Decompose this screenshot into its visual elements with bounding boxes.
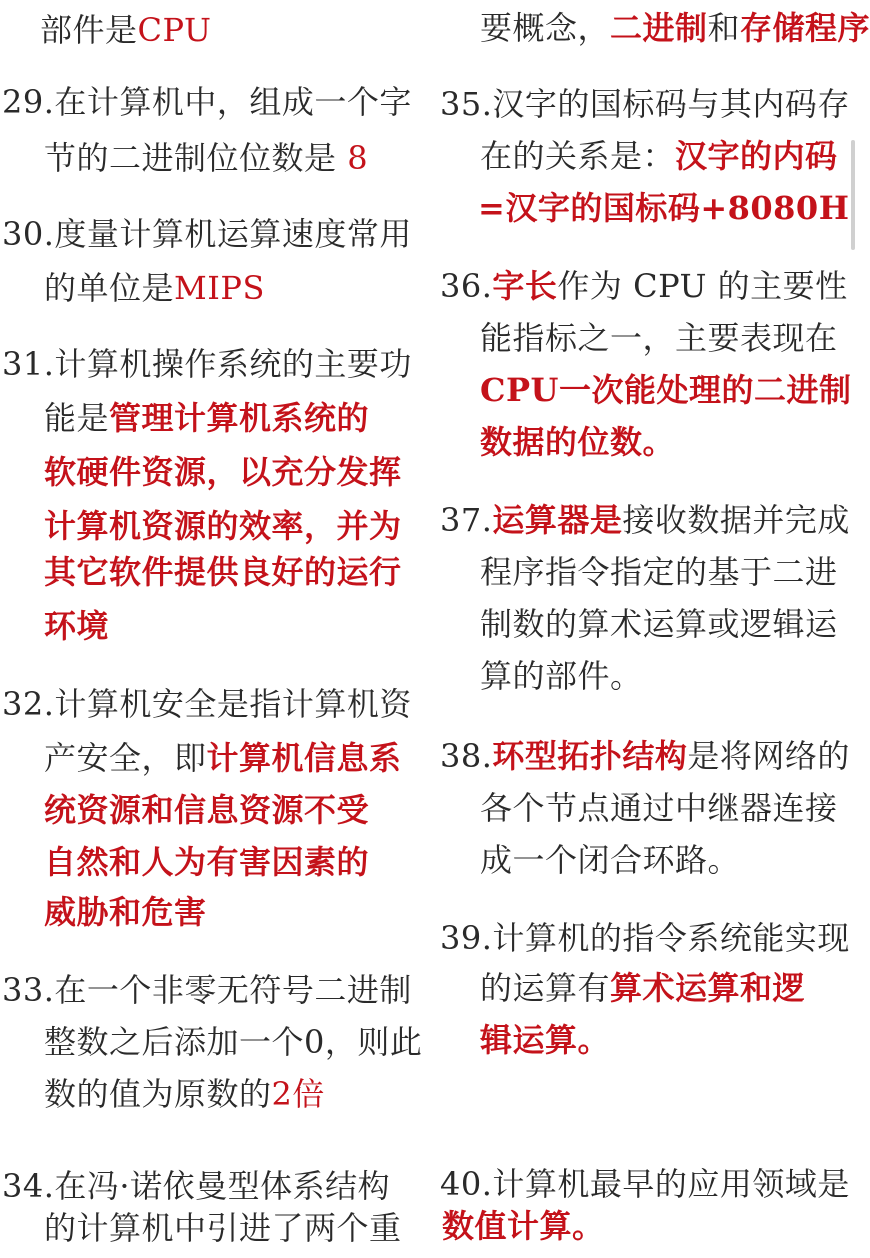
answer-text: 运算器是 — [492, 501, 623, 539]
question-number: 34. — [2, 1167, 55, 1205]
answer-text: 计算机资源的效率，并为 — [44, 507, 402, 545]
question-number: 33. — [2, 971, 55, 1009]
answer-text: 自然和人为有害因素的 — [44, 843, 370, 881]
question-number: 36. — [440, 267, 493, 305]
answer-text: MIPS — [174, 269, 265, 307]
answer-text: CPU一次能处理的二进制 — [480, 371, 852, 409]
answer-text: 威胁和危害 — [44, 893, 207, 931]
question-number: 39. — [440, 919, 493, 957]
answer-text: 存储程序 — [740, 9, 870, 47]
answer-text: 二进制 — [610, 9, 708, 47]
question-number: 32. — [2, 685, 55, 723]
answer-text: 环境 — [44, 607, 110, 645]
answer-text: 辑运算。 — [480, 1021, 611, 1059]
left-top-line: 部件是CPU — [40, 11, 212, 49]
answer-text: 2倍 — [271, 1075, 325, 1113]
answer-text: 数值计算。 — [442, 1207, 605, 1245]
answer-text: CPU — [137, 11, 212, 49]
right-top-line: 要概念，二进制和存储程序 — [480, 9, 870, 47]
answer-text: 数据的位数。 — [480, 423, 676, 461]
answer-text: 其它软件提供良好的运行 — [44, 553, 402, 591]
question-number: 35. — [440, 85, 493, 123]
answer-text: 管理计算机系统的 — [109, 399, 370, 437]
question-number: 40. — [440, 1165, 493, 1203]
answer-text: 汉字的内码 — [675, 137, 838, 175]
answer-text: 软硬件资源，以充分发挥 — [44, 453, 402, 491]
question-number: 29. — [2, 83, 55, 121]
answer-text: =汉字的国标码+8080H — [478, 189, 850, 227]
question-number: 38. — [440, 737, 493, 775]
question-number: 37. — [440, 501, 493, 539]
answer-text: 字长 — [492, 267, 558, 305]
answer-text: 算术运算和逻 — [610, 969, 806, 1007]
answer-text: 环型拓扑结构 — [492, 737, 688, 775]
question-number: 31. — [2, 345, 55, 383]
scrollbar[interactable] — [851, 140, 855, 250]
answer-text: 计算机信息系 — [206, 739, 402, 777]
answer-text: 统资源和信息资源不受 — [44, 791, 370, 829]
question-number: 30. — [2, 215, 55, 253]
right-column: 要概念，二进制和存储程序 35.汉字的国标码与其内码存 在的关系是：汉字的内码 =汉字的国标码+8080H 36.字长作为 CPU 的主要性 能指标之一，主要表现在 CPU一次能处理的二进制 数据的位数。 37.运算器是接收数据并完成 程序指令指定的基于二进 制数的算术运算或逻辑运 算的部件。 38.环型拓扑结构是将网络的 各个节点通过中继器连接 成一个闭合环路。 39.计算机的指令系统能实现 的运算有算术运算和逻 辑运算。 40.计算机最早的应用领域是 数值计算。 — [440, 9, 870, 1245]
answer-text: 8 — [347, 139, 369, 177]
left-column: 部件是CPU 29.在计算机中，组成一个字 节的二进制位位数是 8 30.度量计算机运算速度常用 的单位是MIPS 31.计算机操作系统的主要功 能是管理计算机系统的 软硬件资源，以充分发挥 计算机资源的效率，并为 其它软件提供良好的运行 环境 32.计算机安全是指计算机资 产安全，即计算机信息系 统资源和信息资源不受 自然和人为有害因素的 威胁和危害 33.在一个非零无符号二进制 整数之后添加一个0，则此 数的值为原数的2倍 34.在冯·诺依曼型体系结构 的计算机中引进了两个重 — [2, 11, 423, 1247]
